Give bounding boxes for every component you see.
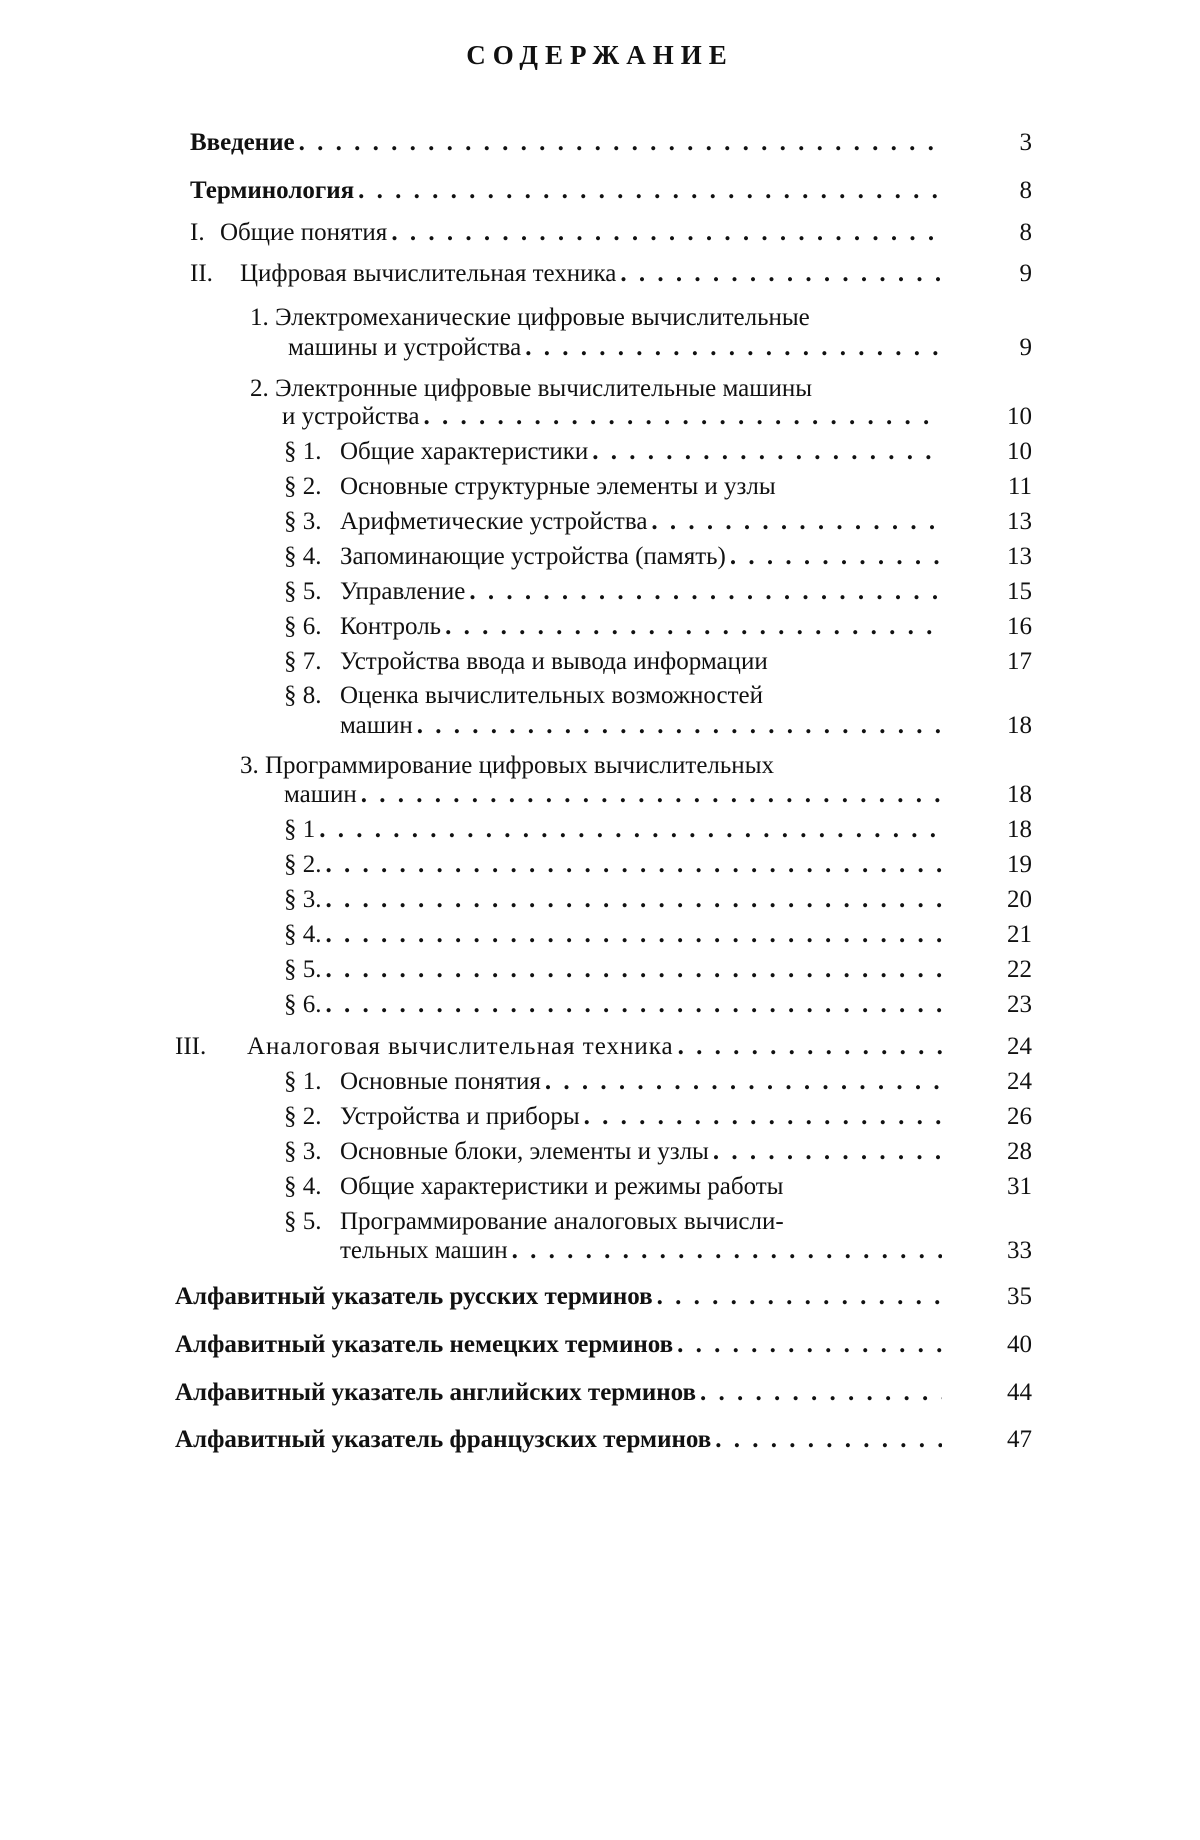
toc-entry-text: Аналоговая вычислительная техника: [247, 1033, 674, 1060]
leader-dots: [469, 577, 942, 607]
toc-page-number: 10: [1007, 438, 1032, 465]
toc-entry: [284, 577, 942, 607]
toc-page-number: 22: [1007, 956, 1032, 983]
toc-page-number: 40: [1007, 1331, 1032, 1358]
toc-entry-text: Алфавитный указатель английских терминов: [175, 1379, 697, 1406]
leader-dots: [700, 1378, 942, 1408]
leader-dots: [730, 542, 942, 572]
toc-entry-number: § 4.: [284, 921, 322, 948]
toc-entry: [284, 1102, 942, 1132]
toc-page-number: 16: [1007, 613, 1032, 640]
toc-entry: [190, 176, 942, 206]
leader-dots: [677, 1330, 942, 1360]
leader-dots: [326, 850, 943, 880]
toc-entry: [284, 815, 942, 845]
toc-entry-text: Общие понятия: [220, 219, 388, 246]
leader-dots: [326, 990, 943, 1020]
toc-entry-number: § 3.: [284, 1138, 322, 1165]
toc-entry-text: Основные блоки, элементы и узлы: [340, 1138, 709, 1165]
toc-entry: [284, 472, 942, 502]
toc-entry-text: Терминология: [190, 177, 355, 204]
toc-entry-text-line1: Оценка вычислительных возможностей: [340, 682, 763, 709]
toc-entry-first-line: [250, 303, 810, 333]
toc-entry: [190, 128, 942, 158]
toc-entry-number: II.: [190, 260, 213, 287]
toc-entry: [175, 1282, 942, 1312]
toc-entry: [175, 1425, 942, 1455]
toc-entry-first-line: [284, 681, 763, 711]
toc-entry: [288, 333, 942, 363]
toc-entry-text-line1: Электронные цифровые вычислительные машины: [275, 375, 813, 402]
toc-entry: [284, 955, 942, 985]
toc-entry-text: Управление: [340, 578, 466, 605]
leader-dots: [584, 1102, 942, 1132]
leader-dots: [678, 1032, 942, 1062]
toc-entry-text: и устройства: [282, 403, 420, 430]
leader-dots: [326, 955, 943, 985]
toc-page-number: 47: [1007, 1426, 1032, 1453]
toc-page-number: 18: [1007, 816, 1032, 843]
toc-entry: [284, 542, 942, 572]
toc-entry: [284, 850, 942, 880]
toc-entry-number: § 2.: [284, 851, 322, 878]
toc-page-number: 20: [1007, 886, 1032, 913]
toc-page-number: 9: [1019, 260, 1032, 287]
toc-entry-text: Основные понятия: [340, 1068, 541, 1095]
toc-entry-number: I.: [190, 219, 205, 246]
toc-entry-number: § 5.: [284, 1208, 322, 1235]
leader-dots: [713, 1137, 942, 1167]
leader-dots: [445, 612, 942, 642]
toc-page-number: 9: [1019, 334, 1032, 361]
toc-page-number: 10: [1007, 403, 1032, 430]
toc-entry: [340, 711, 942, 741]
toc-entry: [282, 402, 942, 432]
toc-entry: [284, 1067, 942, 1097]
leader-dots: [361, 780, 942, 810]
toc-entry-number: § 1.: [284, 1068, 322, 1095]
toc-entry: [175, 1330, 942, 1360]
toc-entry-text-line1: Электромеханические цифровые вычислительные: [275, 304, 810, 331]
toc-page-number: 11: [1007, 473, 1032, 500]
toc-entry-text: Общие характеристики: [340, 438, 589, 465]
toc-entry-text: Алфавитный указатель французских терминов: [175, 1426, 712, 1453]
toc-entry: [284, 780, 942, 810]
toc-entry: [340, 1236, 942, 1266]
toc-entry-text: тельных машин: [340, 1237, 508, 1264]
toc-entry-number: § 7.: [284, 648, 322, 675]
toc-page-number: 19: [1007, 851, 1032, 878]
toc-entry: [190, 218, 942, 248]
toc-entry-text: Устройства и приборы: [340, 1103, 580, 1130]
toc-entry-number: § 4.: [284, 543, 322, 570]
toc-entry: [284, 507, 942, 537]
toc-entry: [284, 612, 942, 642]
toc-page-number: 8: [1019, 177, 1032, 204]
toc-entry-text: Общие характеристики и режимы работы: [340, 1173, 784, 1200]
toc-entry: [175, 1032, 942, 1062]
toc-entry-number: § 1.: [284, 438, 322, 465]
toc-entry-first-line: [240, 751, 774, 781]
toc-entry-number: 3.: [240, 752, 259, 779]
toc-entry-text: машины и устройства: [288, 334, 522, 361]
toc-entry-number: § 5.: [284, 956, 322, 983]
leader-dots: [391, 218, 942, 248]
toc-entry-number: § 6.: [284, 613, 322, 640]
leader-dots: [592, 437, 942, 467]
toc-entry-text-line1: Программирование цифровых вычислительных: [265, 752, 774, 779]
toc-entry: [190, 259, 942, 289]
toc-entry: [284, 1172, 942, 1202]
toc-entry-number: 1.: [250, 304, 269, 331]
leader-dots: [299, 128, 942, 158]
leader-dots: [512, 1236, 942, 1266]
toc-entry: [284, 920, 942, 950]
toc-entry-number: § 3.: [284, 886, 322, 913]
toc-entry-text: Запоминающие устройства (память): [340, 543, 726, 570]
toc-entry-text: Арифметические устройства: [340, 508, 648, 535]
page-title: СОДЕРЖАНИЕ: [466, 40, 734, 70]
leader-dots: [651, 507, 942, 537]
toc-page-number: 24: [1007, 1068, 1032, 1095]
toc-page-number: 35: [1007, 1283, 1032, 1310]
toc-page-number: 44: [1007, 1379, 1032, 1406]
toc-entry: [284, 990, 942, 1020]
toc-page-number: 15: [1007, 578, 1032, 605]
toc-entry-first-line: [284, 1207, 784, 1237]
toc-page-number: 33: [1007, 1237, 1032, 1264]
toc-page-number: 18: [1007, 712, 1032, 739]
toc-entry-text: Цифровая вычислительная техника: [240, 260, 617, 287]
toc-entry-text: Контроль: [340, 613, 442, 640]
toc-page-number: 24: [1007, 1033, 1032, 1060]
toc-entry: [284, 1137, 942, 1167]
toc-entry: [284, 437, 942, 467]
toc-page-number: 18: [1007, 781, 1032, 808]
leader-dots: [620, 259, 942, 289]
toc-entry-text: Введение: [190, 129, 295, 156]
toc-page-number: 31: [1007, 1173, 1032, 1200]
leader-dots: [657, 1282, 942, 1312]
toc-entry-text: Основные структурные элементы и узлы: [340, 473, 776, 500]
toc-entry-number: § 2.: [284, 473, 322, 500]
toc-entry-text: машин: [284, 781, 357, 808]
toc-entry-text-line1: Программирование аналоговых вычисли-: [340, 1208, 784, 1235]
toc-entry-text: машин: [340, 712, 413, 739]
leader-dots: [326, 920, 943, 950]
toc-entry: [284, 885, 942, 915]
leader-dots: [525, 333, 942, 363]
toc-entry-number: 2.: [250, 375, 269, 402]
toc-entry-number: § 1: [284, 816, 316, 843]
toc-entry-first-line: [250, 374, 812, 404]
toc-entry: [175, 1378, 942, 1408]
toc-page-number: 17: [1007, 648, 1032, 675]
leader-dots: [326, 885, 943, 915]
toc-page-number: 26: [1007, 1103, 1032, 1130]
toc-entry-number: § 3.: [284, 508, 322, 535]
toc-entry-number: § 2.: [284, 1103, 322, 1130]
toc-page-number: 8: [1019, 219, 1032, 246]
toc-entry-number: § 4.: [284, 1173, 322, 1200]
leader-dots: [417, 711, 942, 741]
leader-dots: [319, 815, 942, 845]
toc-page-number: 23: [1007, 991, 1032, 1018]
toc-entry-number: § 8.: [284, 682, 322, 709]
leader-dots: [358, 176, 942, 206]
toc-entry-number: § 5.: [284, 578, 322, 605]
toc-page-number: 3: [1019, 129, 1032, 156]
toc-page-number: 13: [1007, 508, 1032, 535]
toc-entry-text: Алфавитный указатель русских терминов: [175, 1283, 653, 1310]
toc-page-number: 28: [1007, 1138, 1032, 1165]
toc-page-number: 13: [1007, 543, 1032, 570]
leader-dots: [715, 1425, 942, 1455]
leader-dots: [545, 1067, 942, 1097]
toc-entry: [284, 647, 942, 677]
toc-page-number: 21: [1007, 921, 1032, 948]
toc-entry-number: § 6.: [284, 991, 322, 1018]
toc-entry-number: III.: [175, 1033, 207, 1060]
toc-entry-text: Устройства ввода и вывода информации: [340, 648, 768, 675]
leader-dots: [423, 402, 942, 432]
toc-entry-text: Алфавитный указатель немецких терминов: [175, 1331, 674, 1358]
